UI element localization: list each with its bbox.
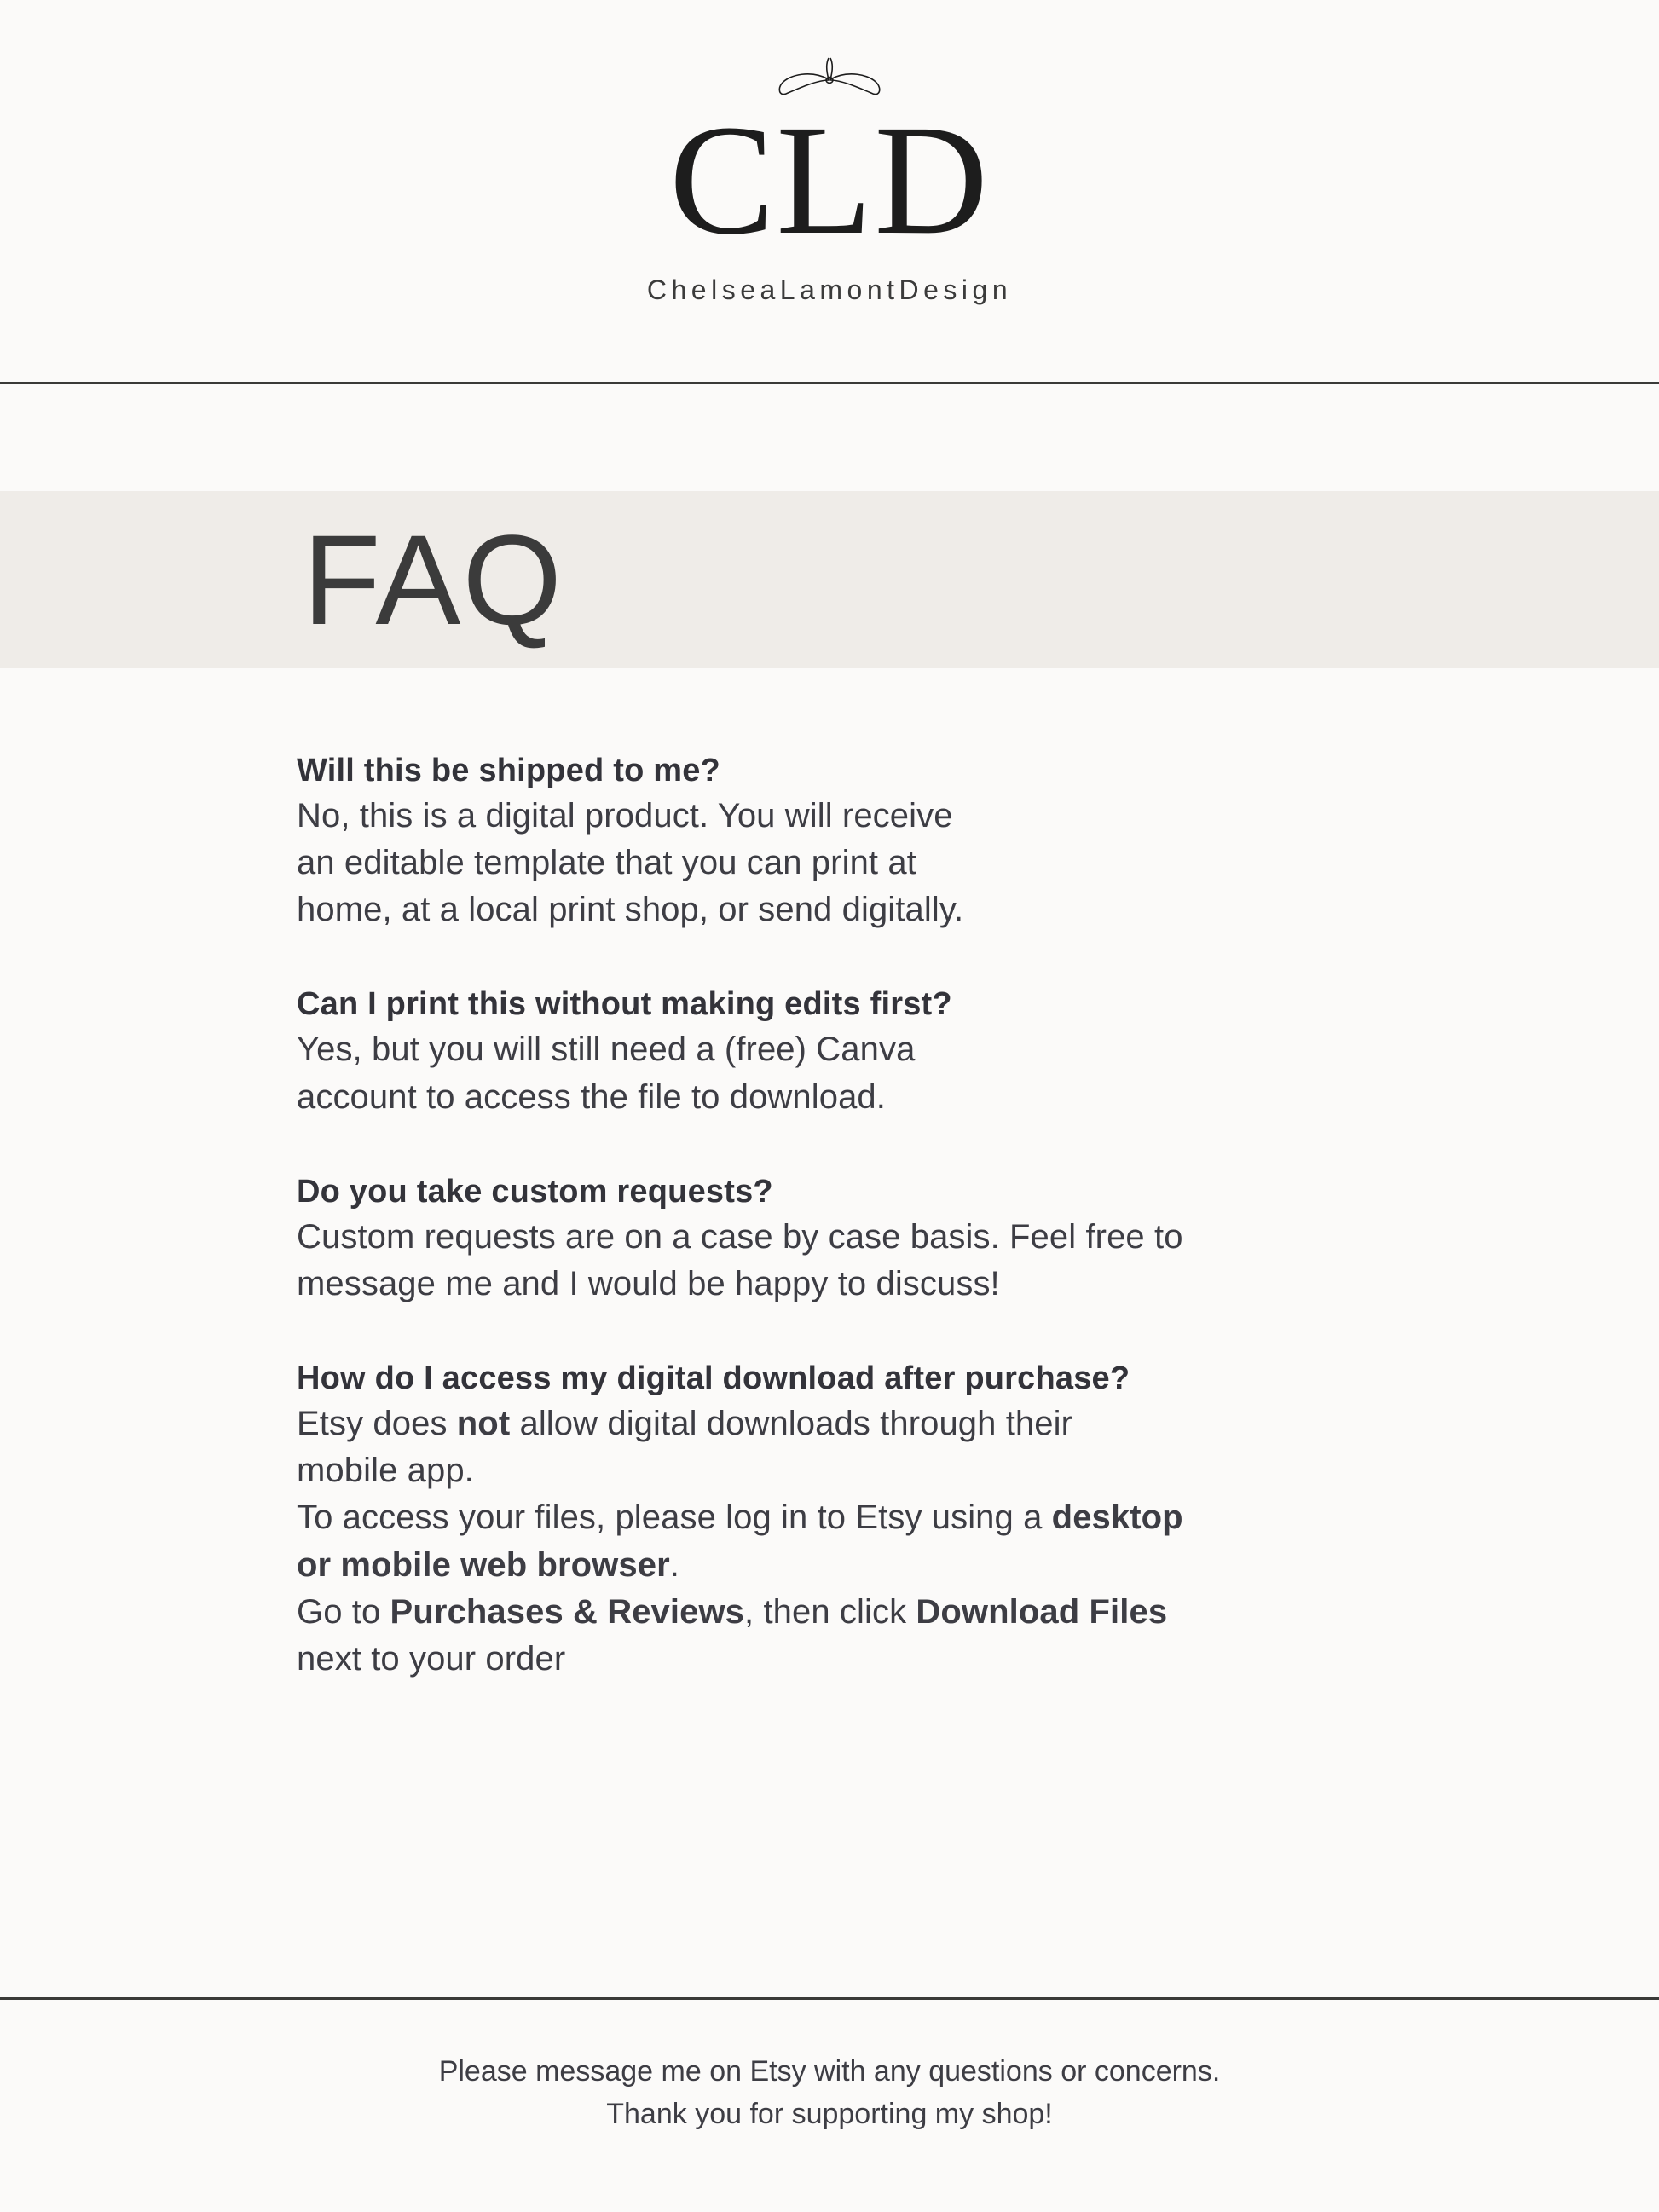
faq-answer-text: . <box>669 1545 679 1584</box>
logo-monogram: CLD <box>669 93 990 268</box>
faq-answer-line: account to access the file to download. <box>297 1077 886 1116</box>
footer <box>0 2051 1659 2212</box>
faq-answer-line: message me and I would be happy to discuss! <box>297 1264 1000 1302</box>
faq-answer-emphasis: Purchases & Reviews <box>390 1592 745 1631</box>
faq-item <box>297 983 1506 1120</box>
faq-answer-text: next to your order <box>297 1639 566 1678</box>
faq-answer-emphasis: not <box>456 1404 511 1442</box>
faq-answer-line <box>297 1636 1506 1683</box>
faq-answer-line <box>297 1589 1506 1636</box>
faq-content <box>0 668 1659 1997</box>
faq-answer <box>297 793 1506 934</box>
faq-question: How do I access my digital download after purchase? <box>297 1360 1130 1397</box>
faq-title-band <box>0 491 1659 668</box>
faq-answer-text: mobile app. <box>297 1452 474 1490</box>
faq-answer-emphasis: desktop <box>1051 1499 1183 1537</box>
page-title: FAQ <box>303 508 564 651</box>
title-spacer <box>0 384 1659 491</box>
faq-answer-line: Yes, but you will still need a (free) Canva <box>297 1031 916 1069</box>
faq-answer-rich <box>297 1401 1506 1683</box>
faq-answer-line: home, at a local print shop, or send digitally. <box>297 891 964 929</box>
faq-answer-line: Custom requests are on a case by case basis. Feel free to <box>297 1217 1183 1256</box>
faq-question: Do you take custom requests? <box>297 1173 773 1210</box>
faq-answer-text: , then click <box>744 1592 916 1631</box>
footer-line: Thank you for supporting my shop! <box>606 2097 1053 2130</box>
faq-answer <box>297 1026 1506 1120</box>
faq-answer-text: Etsy does <box>297 1404 457 1442</box>
faq-answer-emphasis: Download Files <box>916 1592 1168 1631</box>
faq-answer-line <box>297 1401 1506 1447</box>
faq-question: Will this be shipped to me? <box>297 753 720 788</box>
faq-item <box>297 1357 1506 1683</box>
faq-answer-emphasis: or mobile web browser <box>297 1545 670 1584</box>
footer-line: Please message me on Etsy with any questions or concerns. <box>438 2055 1221 2088</box>
faq-answer-line: an editable template that you can print at <box>297 844 916 882</box>
faq-answer-text: To access your files, please log in to Etsy using a <box>297 1499 1052 1537</box>
faq-answer <box>297 1214 1506 1308</box>
faq-answer-text: allow digital downloads through their <box>510 1404 1073 1442</box>
faq-answer-line <box>297 1494 1506 1541</box>
footer-divider <box>0 1997 1659 2000</box>
brand-header <box>0 0 1659 382</box>
faq-answer-line <box>297 1447 1506 1494</box>
faq-answer-line: No, this is a digital product. You will receive <box>297 796 953 835</box>
faq-item <box>297 749 1506 933</box>
faq-item <box>297 1170 1506 1308</box>
faq-answer-text: Go to <box>297 1592 390 1631</box>
faq-question: Can I print this without making edits first? <box>297 986 952 1023</box>
faq-answer-line <box>297 1542 1506 1589</box>
brand-name: ChelseaLamontDesign <box>646 274 1013 305</box>
